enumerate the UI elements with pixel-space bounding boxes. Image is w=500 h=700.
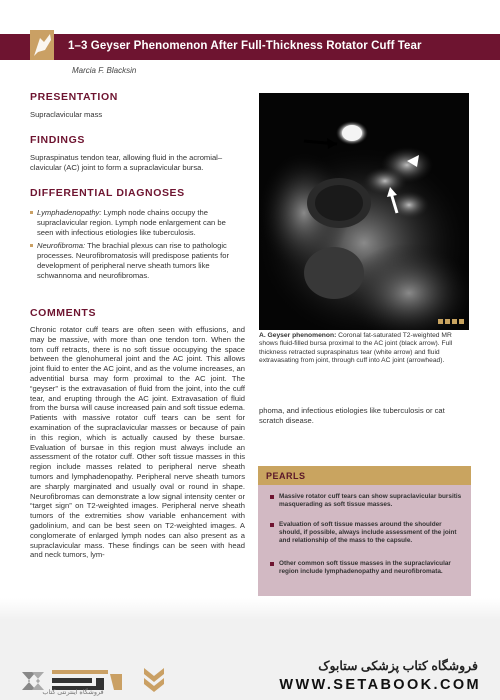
mri-shoulder-image	[259, 93, 469, 330]
comments-continuation: phoma, and infectious etiologies like tuberculosis or cat scratch disease.	[259, 406, 445, 425]
bullet-icon	[270, 562, 274, 566]
pearl-text: Evaluation of soft tissue masses around the shoulder should, if possible, always include assessment of the joint and relationship of the mass to the capsule.	[279, 521, 457, 544]
pearl-text: Other common soft tissue masses in the supraclavicular region include lymphadenopathy and neurofibromata.	[279, 560, 451, 575]
differential-term: Neurofibroma:	[37, 241, 86, 250]
chapter-logo-icon	[30, 30, 54, 60]
pearls-title: PEARLS	[266, 471, 306, 481]
book-stack-icon	[142, 664, 166, 700]
chapter-title: 1–3 Geyser Phenomenon After Full-Thickness Rotator Cuff Tear	[68, 40, 422, 52]
differential-heading: DIFFERENTIAL DIAGNOSES	[30, 187, 185, 199]
bullet-icon	[30, 244, 33, 247]
bullet-icon	[270, 523, 274, 527]
figure-caption-text: Coronal fat-saturated T2-weighted MR shows fluid-filled bursa proximal to the AC joint (black arrow). Full thickness retracted supraspinatus tear (white arrow) and fluid extravasating from joint, through cuff into AC joint (arrowhead).	[259, 332, 453, 364]
pearl-text: Massive rotator cuff tears can show supraclavicular bursitis masquerading as soft tissue masses.	[279, 493, 462, 508]
findings-text: Supraspinatus tendon tear, allowing fluid in the acromial–clavicular (AC) joint to form a supraclavicular bursa.	[30, 153, 223, 172]
pearls-box	[258, 466, 471, 596]
differential-term: Lymphadenopathy:	[37, 208, 102, 217]
bullet-icon	[270, 495, 274, 499]
presentation-heading: PRESENTATION	[30, 91, 118, 103]
image-corner-dots	[259, 319, 469, 325]
figure-caption-label: A. Geyser phenomenon:	[259, 332, 337, 339]
differential-text: The brachial plexus can rise to pathologic processes. Neurofibromatosis will predispose patients for development of peripheral nerve sheath tumors like schwannoma and neurofibromas.	[37, 241, 230, 280]
figure-caption	[259, 332, 471, 365]
footer-logo-subtitle: فروشگاه اینترنتی کتاب	[42, 689, 104, 696]
comments-text: Chronic rotator cuff tears are often seen with effusions, and may be massive, with more than one tendon torn. When the torn cuff retracts, there is no soft tissue occupying the space between the glenohumeral joint and the AC joint. This allows joint fluid to enter the AC joint, and as the volume increases, an adventitial bursa may form proximal to the AC joint. The “geyser” is the extravasation of fluid from the joint, into the cuff tear, and erupting through the AC joint. Extravasation of fluid from the bursa will cause increased pain and soft tissue edema. Patients with massive rotator cuff tears can be sent for examination of the supraclavicular masses or because of pain in this region, which is actually caused by these bursae. Evaluation of bursae in this region must always include an assessment of the rotator cuff. Other soft tissue masses in this region include masses related to peripheral nerve sheath tumors and lymphadenopathy. Peripheral nerve sheath tumors are sharply marginated and usually oval or round in shape. Neurofibromas can demonstrate a low signal intensity center or “target sign” on T2-weighted images. Peripheral nerve sheath tumors of the extremities show variable enhancement with gadolinium, and can be best seen on T2-weighted images. A conglomerate of enlarged lymph nodes can also present as a supraclavicular mass. These findings can be seen with head and neck tumors, lym-	[30, 325, 245, 560]
author-name: Marcia F. Blacksin	[72, 66, 137, 75]
footer-url-link[interactable]: WWW.SETABOOK.COM	[279, 677, 481, 693]
footer-fade	[0, 598, 500, 620]
differential-text: Lymph node chains occupy the supraclavicular region. Lymph node enlargement can be seen with infectious etiologies like tuberculosis.	[37, 208, 226, 237]
presentation-text: Supraclavicular mass	[30, 110, 103, 119]
footer-store-title: فروشگاه کتاب پزشکی ستابوک	[318, 659, 478, 673]
comments-heading: COMMENTS	[30, 307, 97, 319]
pearls-header	[258, 466, 471, 485]
bullet-icon	[30, 211, 33, 214]
findings-heading: FINDINGS	[30, 134, 85, 146]
